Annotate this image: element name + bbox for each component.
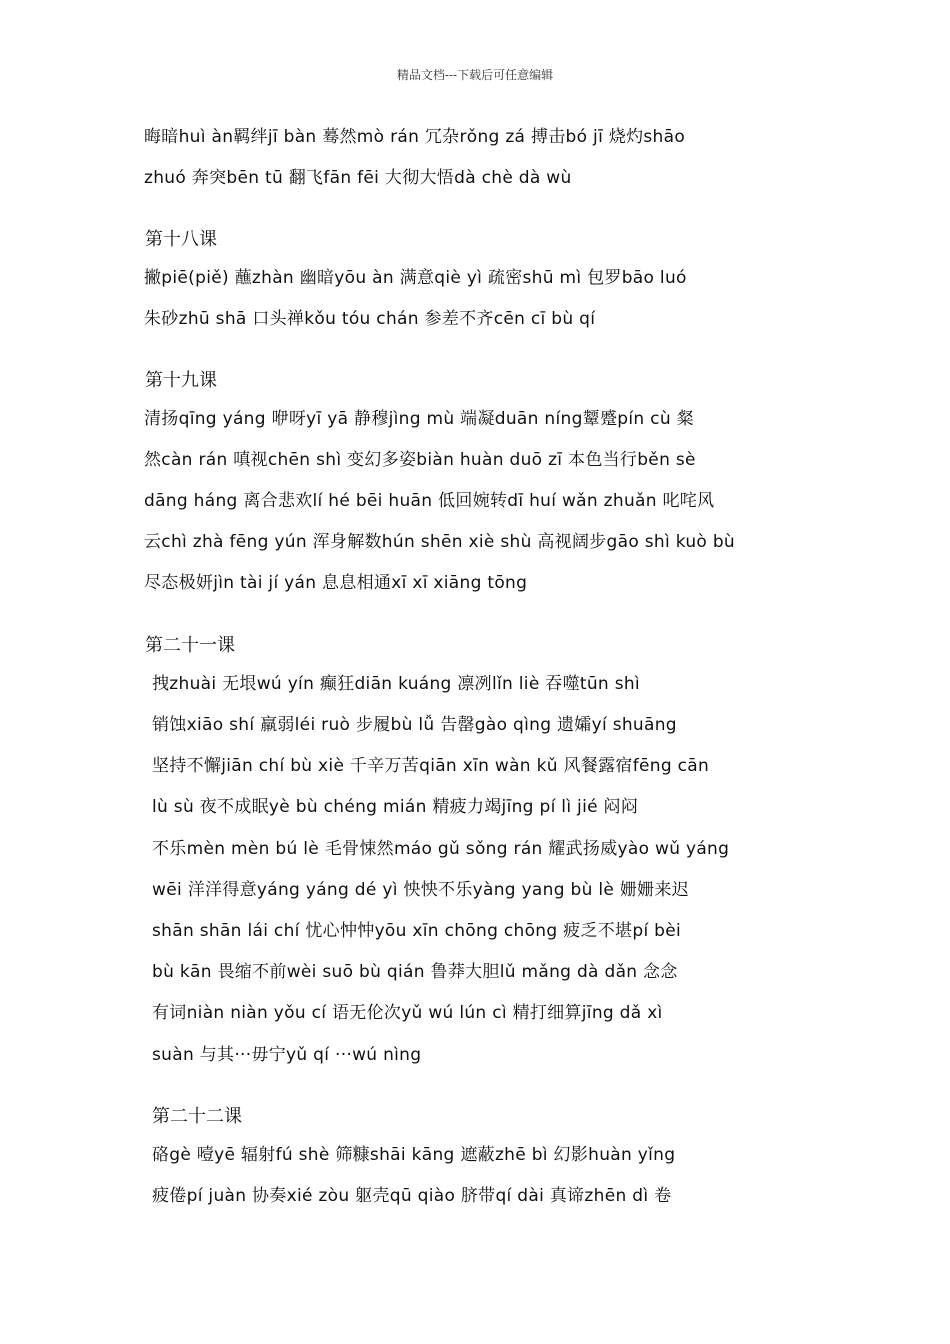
text-line: 不乐mèn mèn bú lè 毛骨悚然máo gǔ sǒng rán 耀武扬威yào wǔ yáng bbox=[152, 839, 730, 859]
text-line: 拽zhuài 无垠wú yín 癫狂diān kuáng 凛冽lǐn liè 吞噬tūn shì bbox=[152, 674, 640, 694]
text-line: 尽态极妍jìn tài jí yán 息息相通xī xī xiāng tōng bbox=[144, 573, 528, 593]
text-line: 撇piē(piě) 蘸zhàn 幽暗yōu àn 满意qiè yì 疏密shū mì 包罗bāo luó bbox=[144, 268, 687, 288]
text-line: 有词niàn niàn yǒu cí 语无伦次yǔ wú lún cì 精打细算jīng dǎ xì bbox=[152, 1003, 663, 1023]
text-line: wēi 洋洋得意yáng yáng dé yì 怏怏不乐yàng yang bù lè 姗姗来迟 bbox=[152, 880, 690, 900]
text-line: bù kān 畏缩不前wèi suō bù qián 鲁莽大胆lǔ mǎng dà dǎn 念念 bbox=[152, 962, 678, 982]
text-line: shān shān lái chí 忧心忡忡yōu xīn chōng chōng 疲乏不堪pí bèi bbox=[152, 921, 682, 941]
text-line: 疲倦pí juàn 协奏xié zòu 躯壳qū qiào 脐带qí dài 真谛zhēn dì 卷 bbox=[152, 1186, 672, 1206]
text-line: 清扬qīng yáng 咿呀yī yā 静穆jìng mù 端凝duān níng颦蹙pín cù 粲 bbox=[144, 409, 694, 429]
text-line: 云chì zhà fēng yún 浑身解数hún shēn xiè shù 高视阔步gāo shì kuò bù bbox=[144, 532, 735, 552]
text-line: lù sù 夜不成眠yè bù chéng mián 精疲力竭jīng pí lì jié 闷闷 bbox=[152, 797, 639, 817]
section-heading-lesson-21: 第二十一课 bbox=[145, 635, 235, 656]
text-line: 坚持不懈jiān chí bù xiè 千辛万苦qiān xīn wàn kǔ 风餐露宿fēng cān bbox=[152, 756, 710, 776]
text-line: 销蚀xiāo shí 羸弱léi ruò 步履bù lǚ 告罄gào qìng 遗孀yí shuāng bbox=[152, 715, 677, 735]
section-heading-lesson-22: 第二十二课 bbox=[152, 1106, 242, 1127]
text-line: 然càn rán 嗔视chēn shì 变幻多姿biàn huàn duō zī 本色当行běn sè bbox=[144, 450, 696, 470]
page-header: 精品文档---下载后可任意编辑 bbox=[396, 68, 554, 82]
text-line: 晦暗huì àn羁绊jī bàn 蓦然mò rán 冗杂rǒng zá 搏击bó jī 烧灼shāo bbox=[144, 127, 686, 147]
text-line: suàn 与其···毋宁yǔ qí ···wú nìng bbox=[152, 1045, 422, 1065]
section-heading-lesson-19: 第十九课 bbox=[145, 370, 217, 391]
text-line: 硌gè 噎yē 辐射fú shè 筛糠shāi kāng 遮蔽zhē bì 幻影huàn yǐng bbox=[152, 1145, 676, 1165]
text-line: dāng háng 离合悲欢lí hé bēi huān 低回婉转dī huí wǎn zhuǎn 叱咤风 bbox=[144, 491, 715, 511]
text-line: 朱砂zhū shā 口头禅kǒu tóu chán 参差不齐cēn cī bù qí bbox=[144, 309, 596, 329]
section-heading-lesson-18: 第十八课 bbox=[145, 229, 217, 250]
text-line: zhuó 奔突bēn tū 翻飞fān fēi 大彻大悟dà chè dà wù bbox=[144, 168, 572, 188]
